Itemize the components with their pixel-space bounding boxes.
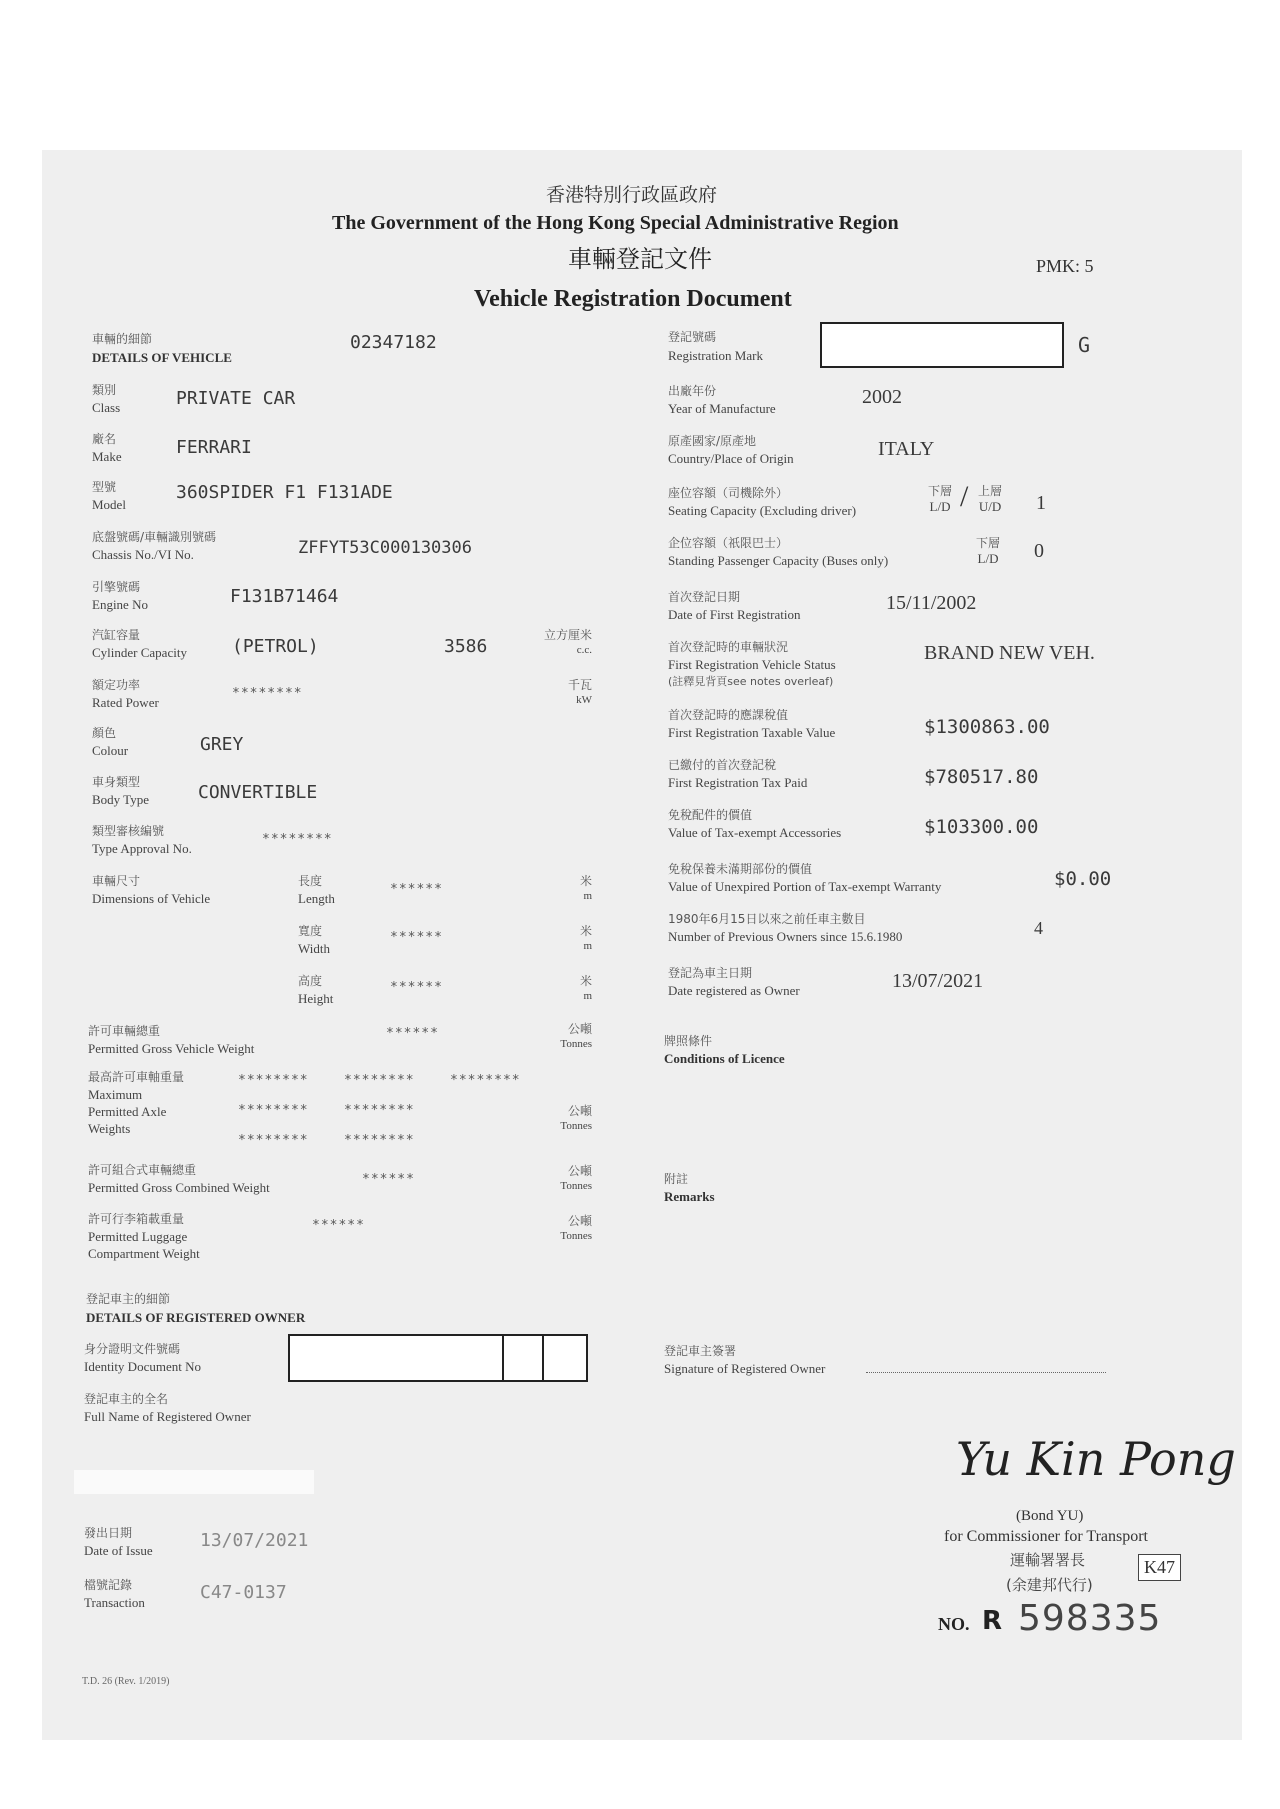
body-type-value: CONVERTIBLE: [198, 782, 318, 803]
vehicle-section-zh: 車輛的細節: [92, 332, 153, 346]
pgcw-label: Permitted Gross Combined Weight: [88, 1180, 270, 1195]
class-value: PRIVATE CAR: [176, 388, 296, 409]
serial-number: 598335: [1018, 1598, 1162, 1639]
conditions-label: Conditions of Licence: [664, 1051, 785, 1066]
colour-label: Colour: [92, 743, 129, 758]
signature-line: [866, 1372, 1106, 1373]
standing-label-zh: 企位容額（祇限巴士）: [668, 536, 789, 550]
length-unit: 米 m: [579, 874, 592, 902]
conditions-label-zh: 牌照條件: [664, 1034, 713, 1048]
luggage-label-line2: Compartment Weight: [88, 1246, 200, 1261]
axle-weight-value: ********: [344, 1133, 415, 1148]
cylinder-capacity-value: 3586: [444, 636, 488, 657]
taxable-label: First Registration Taxable Value: [668, 725, 836, 740]
tax-paid-label-zh: 已繳付的首次登記稅: [668, 758, 777, 772]
body-type-label-zh: 車身類型: [92, 775, 141, 789]
deck-divider: /: [960, 480, 969, 513]
reg-mark-label-zh: 登記號碼: [668, 330, 717, 344]
id-box-divider: [542, 1336, 544, 1380]
owner-name-redaction: [74, 1470, 314, 1494]
standing-value: 0: [1034, 540, 1044, 562]
office-code: K47: [1138, 1554, 1181, 1581]
length-label-zh: 長度: [298, 874, 323, 888]
tax-paid-value: $780517.80: [924, 766, 1039, 788]
origin-label: Country/Place of Origin: [668, 451, 794, 466]
type-approval-value: ********: [262, 832, 333, 847]
pmk-label: PMK: 5: [1036, 256, 1094, 276]
owner-date-label-zh: 登記為車主日期: [668, 966, 753, 980]
government-title-en: The Government of the Hong Kong Special Administrative Region: [332, 212, 899, 234]
colour-label-zh: 顏色: [92, 726, 117, 740]
standing-label: Standing Passenger Capacity (Buses only): [668, 553, 889, 568]
type-approval-label: Type Approval No.: [92, 841, 192, 856]
pgvw-label: Permitted Gross Vehicle Weight: [88, 1041, 255, 1056]
luggage-unit: 公噸 Tonnes: [560, 1214, 592, 1242]
height-unit: 米 m: [579, 974, 592, 1002]
id-label: Identity Document No: [84, 1359, 201, 1374]
owner-section-zh: 登記車主的細節: [86, 1292, 171, 1306]
pgcw-value: ******: [362, 1172, 415, 1187]
prev-owners-value: 4: [1034, 918, 1043, 938]
class-label: Class: [92, 400, 121, 415]
pgvw-unit: 公噸 Tonnes: [560, 1022, 592, 1050]
width-value: ******: [390, 930, 443, 945]
luggage-label-zh: 許可行李箱載重量: [88, 1212, 185, 1226]
axle-label-line1: Maximum: [88, 1087, 143, 1102]
form-code: T.D. 26 (Rev. 1/2019): [82, 1676, 170, 1687]
transaction-value: C47-0137: [200, 1582, 287, 1603]
height-label: Height: [298, 991, 334, 1006]
make-label-zh: 廠名: [92, 432, 117, 446]
power-unit: 千瓦 kW: [567, 678, 592, 706]
axle-weight-value: ********: [238, 1103, 309, 1118]
axle-weight-value: ********: [238, 1133, 309, 1148]
fuel-type-value: (PETROL): [232, 636, 319, 657]
commissioner-zh: 運輸署署長: [1010, 1551, 1086, 1569]
registration-mark-suffix: G: [1078, 333, 1091, 357]
registration-mark-box: [820, 322, 1064, 368]
name-label-zh: 登記車主的全名: [84, 1392, 169, 1406]
vehicle-section-title: DETAILS OF VEHICLE: [92, 350, 232, 365]
year-label-zh: 出廠年份: [668, 384, 717, 398]
owner-date-value: 13/07/2021: [892, 970, 984, 992]
document-title-en: Vehicle Registration Document: [474, 286, 792, 312]
accessories-label: Value of Tax-exempt Accessories: [668, 825, 842, 840]
accessories-value: $103300.00: [924, 816, 1039, 838]
warranty-label-zh: 免稅保養未滿期部份的價值: [668, 862, 813, 876]
status-value: BRAND NEW VEH.: [924, 642, 1095, 664]
seating-label-zh: 座位容額（司機除外）: [668, 486, 789, 500]
reg-mark-label: Registration Mark: [668, 348, 763, 363]
status-label: First Registration Vehicle Status: [668, 657, 836, 672]
warranty-value: $0.00: [1054, 868, 1112, 890]
class-label-zh: 類別: [92, 383, 117, 397]
luggage-value: ******: [312, 1218, 365, 1233]
origin-label-zh: 原產國家/原產地: [668, 434, 757, 448]
tax-paid-label: First Registration Tax Paid: [668, 775, 808, 790]
chassis-value: ZFFYT53C000130306: [298, 538, 472, 558]
length-value: ******: [390, 882, 443, 897]
taxable-label-zh: 首次登記時的應課稅值: [668, 708, 789, 722]
width-label: Width: [298, 941, 330, 956]
pgvw-label-zh: 許可車輛總重: [88, 1024, 161, 1038]
status-note: (註釋見背頁see notes overleaf): [668, 675, 834, 688]
document-title-zh: 車輛登記文件: [568, 245, 712, 273]
cylinder-unit: 立方厘米 c.c.: [543, 628, 592, 656]
status-label-zh: 首次登記時的車輛狀況: [668, 640, 789, 654]
transaction-label-zh: 檔號記錄: [84, 1578, 133, 1592]
axle-weight-value: ********: [450, 1073, 521, 1088]
engine-value: F131B71464: [230, 586, 339, 607]
acting-zh: (余建邦代行): [1006, 1576, 1093, 1594]
body-type-label: Body Type: [92, 792, 149, 807]
vehicle-document-number: 02347182: [350, 332, 437, 353]
signatory-name: (Bond YU): [1016, 1508, 1084, 1524]
government-title-zh: 香港特別行政區政府: [546, 184, 718, 206]
year-label: Year of Manufacture: [668, 401, 776, 416]
cylinder-label-zh: 汽缸容量: [92, 628, 141, 642]
model-label-zh: 型號: [92, 480, 117, 494]
axle-unit: 公噸 Tonnes: [560, 1104, 592, 1132]
axle-label-zh: 最高許可車軸重量: [88, 1070, 185, 1084]
make-value: FERRARI: [176, 437, 252, 458]
seating-lower-deck: 下層 L/D: [928, 484, 953, 514]
power-label-zh: 額定功率: [92, 678, 141, 692]
warranty-label: Value of Unexpired Portion of Tax-exempt Warranty: [668, 879, 942, 894]
standing-lower-deck: 下層 L/D: [976, 536, 1001, 566]
colour-value: GREY: [200, 734, 244, 755]
axle-weight-value: ********: [238, 1073, 309, 1088]
remarks-label: Remarks: [664, 1189, 715, 1204]
power-value: ********: [232, 686, 303, 701]
taxable-value: $1300863.00: [924, 716, 1050, 738]
seating-label: Seating Capacity (Excluding driver): [668, 503, 857, 518]
make-label: Make: [92, 449, 122, 464]
handwritten-signature: Yu Kin Pong: [956, 1432, 1236, 1486]
first-reg-label: Date of First Registration: [668, 607, 801, 622]
pgcw-label-zh: 許可組合式車輛總重: [88, 1163, 197, 1177]
cylinder-label: Cylinder Capacity: [92, 645, 187, 660]
signature-label-zh: 登記車主簽署: [664, 1344, 737, 1358]
first-reg-label-zh: 首次登記日期: [668, 590, 741, 604]
axle-weight-value: ********: [344, 1073, 415, 1088]
issue-date-label-zh: 發出日期: [84, 1526, 133, 1540]
serial-letter: R: [982, 1606, 1003, 1636]
prev-owners-label: Number of Previous Owners since 15.6.1980: [668, 929, 903, 944]
dimensions-label: Dimensions of Vehicle: [92, 891, 211, 906]
chassis-label-zh: 底盤號碼/車輛識別號碼: [92, 530, 217, 544]
type-approval-label-zh: 類型審核編號: [92, 824, 165, 838]
serial-prefix: NO.: [938, 1614, 970, 1634]
owner-section-title: DETAILS OF REGISTERED OWNER: [86, 1310, 306, 1325]
prev-owners-label-zh: 1980年6月15日以來之前任車主數目: [668, 912, 866, 926]
name-label: Full Name of Registered Owner: [84, 1409, 251, 1424]
origin-value: ITALY: [878, 438, 935, 460]
issue-date-value: 13/07/2021: [200, 1530, 309, 1551]
width-label-zh: 寬度: [298, 924, 323, 938]
engine-label-zh: 引擎號碼: [92, 580, 141, 594]
seating-upper-deck: 上層 U/D: [978, 484, 1003, 514]
chassis-label: Chassis No./VI No.: [92, 547, 194, 562]
luggage-label-line1: Permitted Luggage: [88, 1229, 188, 1244]
pgvw-value: ******: [386, 1026, 439, 1041]
id-box-divider: [502, 1336, 504, 1380]
first-reg-value: 15/11/2002: [886, 592, 977, 614]
issue-date-label: Date of Issue: [84, 1543, 153, 1558]
engine-label: Engine No: [92, 597, 148, 612]
axle-weight-value: ********: [344, 1103, 415, 1118]
height-label-zh: 高度: [298, 974, 323, 988]
length-label: Length: [298, 891, 335, 906]
seating-value: 1: [1036, 492, 1046, 514]
axle-label-line2: Permitted Axle: [88, 1104, 167, 1119]
model-value: 360SPIDER F1 F131ADE: [176, 482, 393, 503]
width-unit: 米 m: [579, 924, 592, 952]
owner-date-label: Date registered as Owner: [668, 983, 800, 998]
signature-label: Signature of Registered Owner: [664, 1361, 826, 1376]
power-label: Rated Power: [92, 695, 159, 710]
axle-label-line3: Weights: [88, 1121, 131, 1136]
dimensions-label-zh: 車輛尺寸: [92, 874, 141, 888]
height-value: ******: [390, 980, 443, 995]
model-label: Model: [92, 497, 126, 512]
for-commissioner-text: for Commissioner for Transport: [944, 1528, 1148, 1545]
remarks-label-zh: 附註: [664, 1172, 689, 1186]
pgcw-unit: 公噸 Tonnes: [560, 1164, 592, 1192]
transaction-label: Transaction: [84, 1595, 145, 1610]
id-label-zh: 身分證明文件號碼: [84, 1342, 181, 1356]
year-value: 2002: [862, 386, 902, 408]
accessories-label-zh: 免稅配件的價值: [668, 808, 753, 822]
identity-document-box: [288, 1334, 588, 1382]
